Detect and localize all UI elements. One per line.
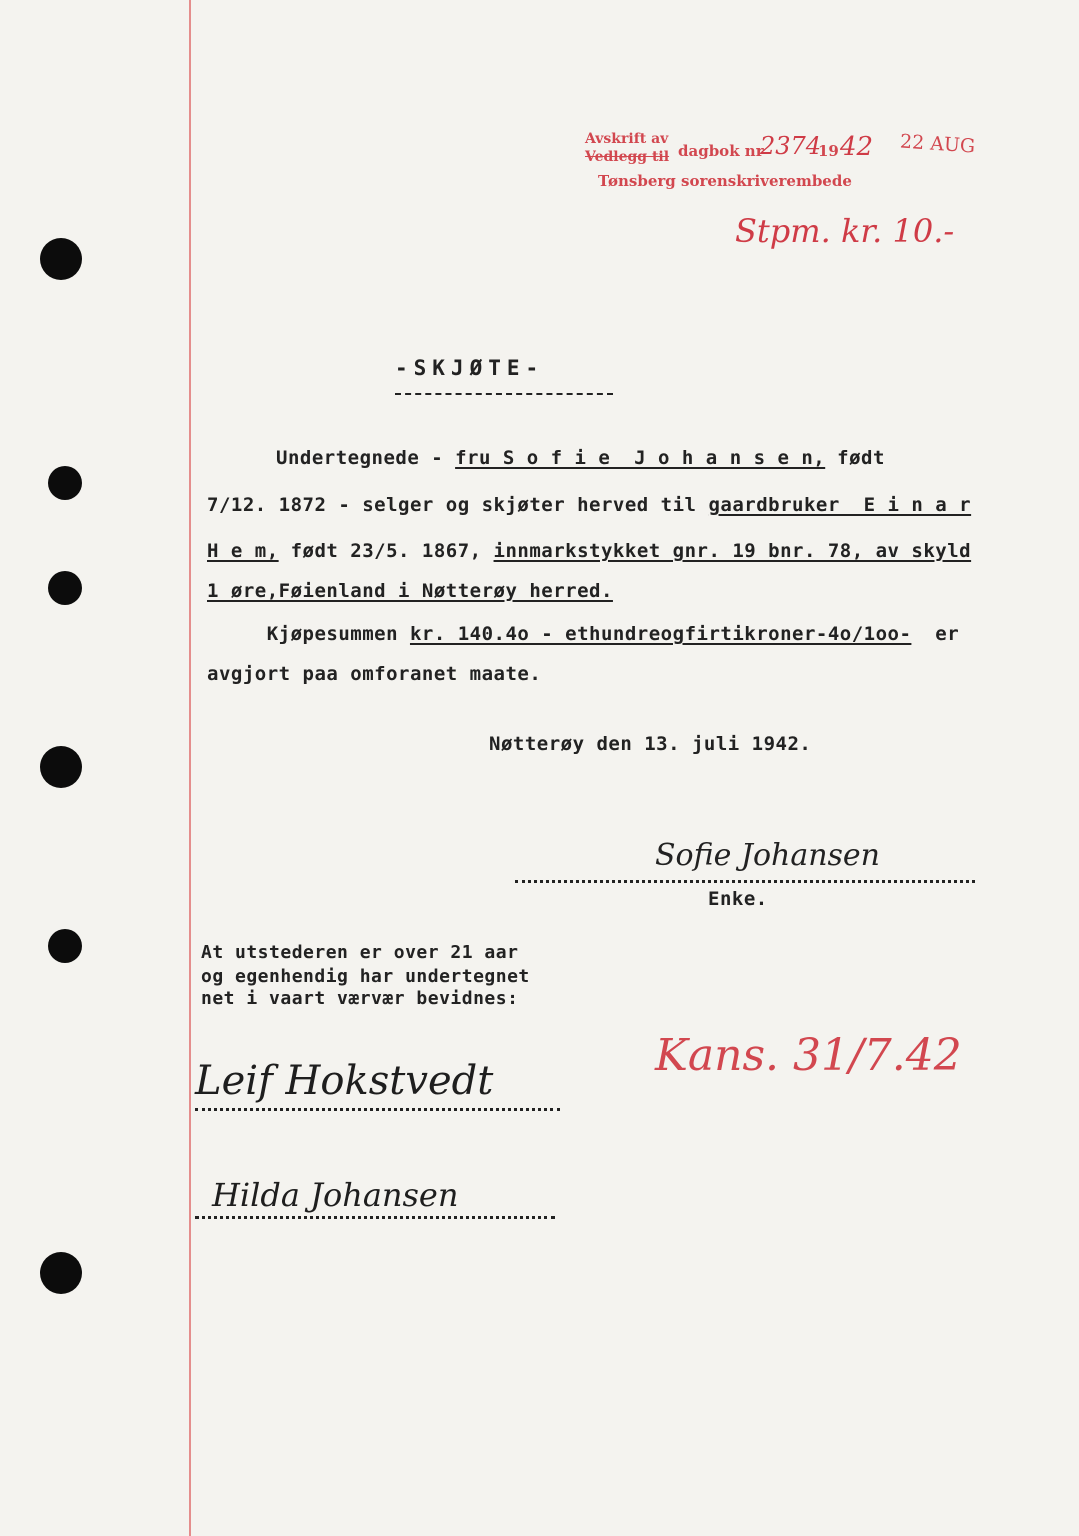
- page-title: -SKJØTE-: [395, 356, 545, 380]
- punch-hole: [40, 1252, 82, 1294]
- stamp-year: 42: [840, 132, 874, 162]
- witness-1-line: [195, 1108, 560, 1111]
- fee-note: Stpm. kr. 10.-: [735, 212, 955, 250]
- punch-hole: [48, 571, 82, 605]
- body-line: 7/12. 1872 - selger og skjøter herved til gaardbruker E i n a r: [207, 494, 972, 516]
- body-line: Kjøpesummen kr. 140.4o - ethundreogfirtikroner-4o/1oo- er: [207, 623, 960, 645]
- stamp-year-prefix: 19: [818, 142, 839, 160]
- title-underline: [395, 393, 613, 395]
- stamp-dagbok-label: dagbok nr: [678, 142, 764, 160]
- punch-hole: [40, 238, 82, 280]
- body-line: avgjort paa omforanet maate.: [207, 663, 542, 685]
- registration-note: Kans. 31/7.42: [655, 1030, 962, 1081]
- signature-line: [515, 880, 975, 883]
- witness-text-line: At utstederen er over 21 aar: [201, 942, 519, 963]
- stamp-line-vedlegg: Vedlegg til: [585, 149, 670, 165]
- punch-hole: [48, 466, 82, 500]
- body-line: 1 øre,Føienland i Nøtterøy herred.: [207, 580, 613, 602]
- witness-text-line: og egenhendig har undertegnet: [201, 966, 530, 987]
- stamp-office: Tønsberg sorenskriverembede: [598, 172, 852, 190]
- witness-text-line: net i vaart værvær bevidnes:: [201, 988, 519, 1009]
- witness-2-signature: Hilda Johansen: [212, 1176, 459, 1214]
- witness-2-line: [195, 1216, 555, 1219]
- stamp-dagbok-number: 2374: [760, 132, 822, 160]
- red-margin-line: [189, 0, 191, 1536]
- punch-hole: [40, 746, 82, 788]
- stamp-line-avskrift: Avskrift av: [585, 131, 669, 147]
- body-line: H e m, født 23/5. 1867, innmarkstykket gnr. 19 bnr. 78, av skyld: [207, 540, 972, 562]
- seller-title: Enke.: [708, 888, 768, 910]
- body-line: Undertegnede - fru S o f i e J o h a n s e n, født: [276, 447, 885, 469]
- place-and-date: Nøtterøy den 13. juli 1942.: [489, 733, 812, 755]
- punch-hole: [48, 929, 82, 963]
- seller-signature: Sofie Johansen: [655, 838, 880, 873]
- stamp-date: 22 AUG: [899, 130, 976, 158]
- witness-1-signature: Leif Hokstvedt: [195, 1058, 494, 1104]
